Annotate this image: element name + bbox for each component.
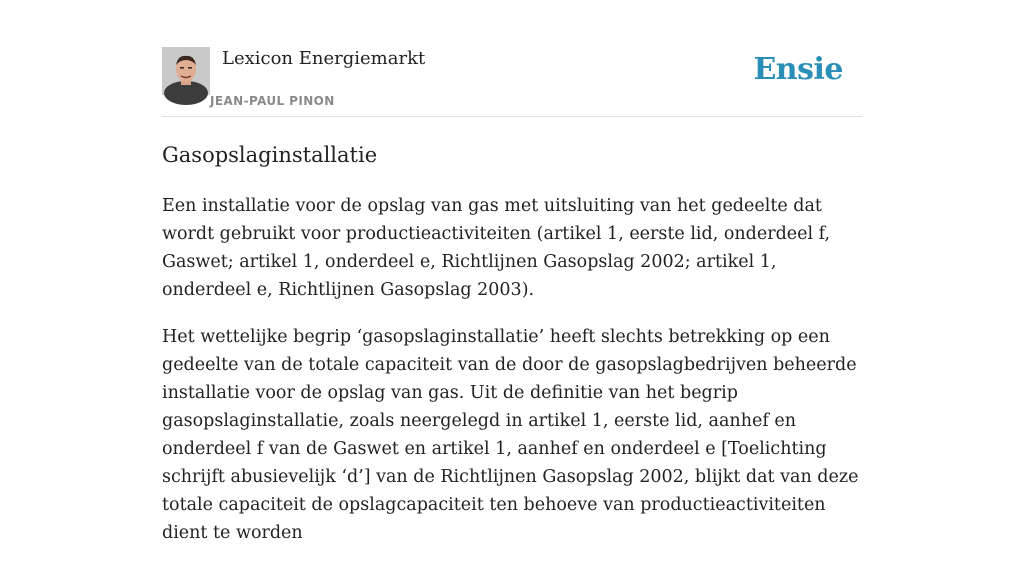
author-avatar[interactable] bbox=[162, 47, 210, 95]
author-photo-icon bbox=[162, 47, 210, 95]
term-title: Gasopslaginstallatie bbox=[162, 143, 378, 167]
ensie-logo[interactable]: Ensie bbox=[753, 52, 843, 87]
lexicon-title[interactable]: Lexicon Energiemarkt bbox=[222, 48, 426, 69]
definition-paragraph: Het wettelijke begrip ‘gasopslaginstallatie’ heeft slechts betrekking op een gedeelte van de totale capaciteit van de door de gasopslagbedrijven beheerde installatie voor de opslag van gas. Uit de definitie van het begrip gasopslaginstallatie, zoals neergelegd in artikel 1, eerste lid, aanhef en onderdeel f van de Gaswet en artikel 1, aanhef en onderdeel e [Toelichting schrijft abusievelijk ‘d’] van de Richtlijnen Gasopslag 2002, blijkt dat van deze totale capaciteit de opslagcapaciteit ten behoeve van productieactiviteiten dient te worden bbox=[162, 327, 859, 543]
author-name[interactable]: JEAN-PAUL PINON bbox=[210, 94, 335, 108]
definition-body bbox=[162, 192, 862, 566]
lexicon-header bbox=[162, 46, 862, 117]
definition-paragraph: Een installatie voor de opslag van gas met uitsluiting van het gedeelte dat wordt gebruikt voor productieactiviteiten (artikel 1, eerste lid, onderdeel f, Gaswet; artikel 1, onderdeel e, Richtlijnen Gasopslag 2002; artikel 1, onderdeel e, Richtlijnen Gasopslag 2003). bbox=[162, 196, 831, 300]
